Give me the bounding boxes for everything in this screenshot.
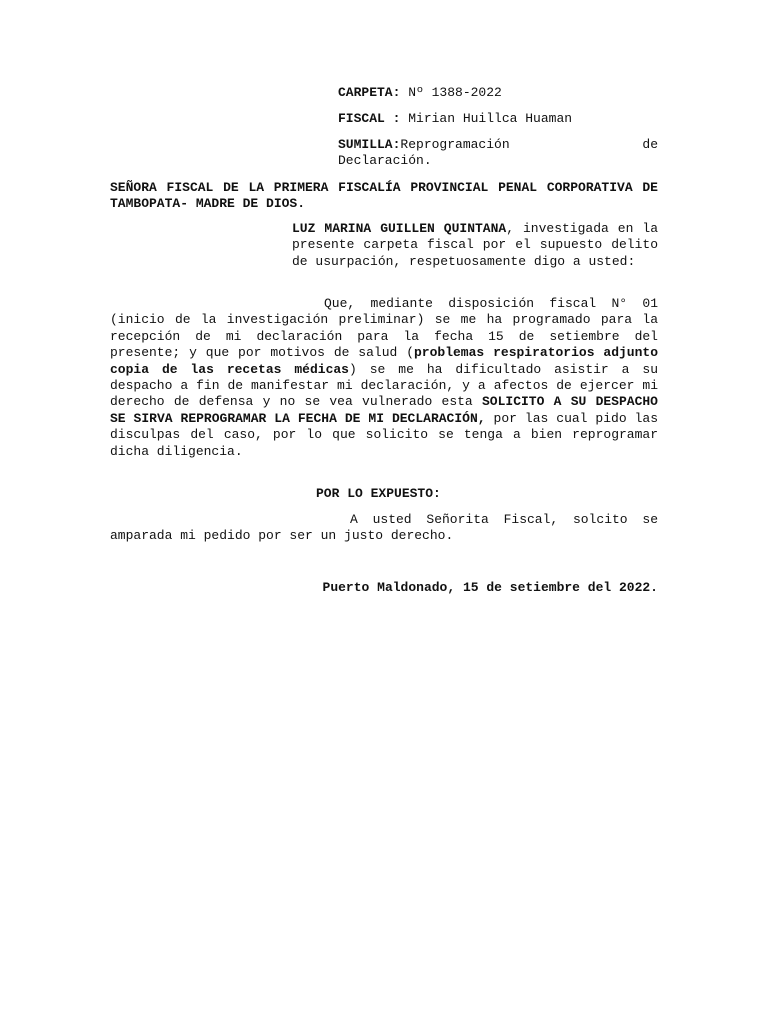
fiscal-value: Mirian Huillca Huaman — [400, 111, 573, 126]
body-text-3: por las cual pido las disculpas del caso, por lo que solicito se tenga a bien reprogramar dicha diligencia. — [110, 410, 658, 459]
place-date: Puerto Maldonado, 15 de setiembre del 2022. — [322, 580, 658, 595]
intro-text: , investigada en la presente carpeta fiscal por el supuesto delito de usurpación, respetuosamente digo a usted: — [292, 221, 658, 269]
intro-paragraph — [292, 221, 658, 270]
body-bold-1: problemas respiratorios adjunto copia de las recetas médicas — [110, 345, 658, 377]
body-text-1: Que, mediante disposición fiscal N° 01 (inicio de la investigación preliminar) se me ha programado para la recepción de mi declaración para la fecha 15 de setiembre del presente; y que por motivos de salud ( — [110, 296, 658, 361]
petitioner-name: LUZ MARINA GUILLEN QUINTANA — [292, 221, 507, 236]
fiscal-line — [338, 111, 658, 127]
fiscal-label: FISCAL : — [338, 111, 401, 126]
body-bold-2: SOLICITO A SU DESPACHO SE SIRVA REPROGRAMAR LA FECHA DE MI DECLARACIÓN, — [110, 394, 658, 426]
sumilla-value-line1: Reprogramación de — [400, 137, 658, 152]
por-lo-expuesto: POR LO EXPUESTO: — [316, 486, 441, 501]
carpeta-label: CARPETA: — [338, 85, 401, 100]
sumilla-label: SUMILLA: — [338, 137, 401, 152]
sumilla-line — [338, 137, 658, 153]
carpeta-line — [338, 85, 658, 101]
body-text-2: ) se me ha dificultado asistir a su despacho a fin de manifestar mi declaración, y a afectos de ejercer mi derecho de defensa y no se vea vulnerado esta — [110, 361, 659, 410]
sumilla-value-line2: Declaración. — [338, 153, 432, 168]
body-paragraph — [110, 296, 658, 460]
carpeta-value: Nº 1388-2022 — [400, 85, 502, 100]
addressee: SEÑORA FISCAL DE LA PRIMERA FISCALÍA PROVINCIAL PENAL CORPORATIVA DE TAMBOPATA- MADRE DE DIOS. — [110, 180, 658, 212]
closing-paragraph: A usted Señorita Fiscal, solcito se amparada mi pedido por ser un justo derecho. — [110, 512, 658, 544]
